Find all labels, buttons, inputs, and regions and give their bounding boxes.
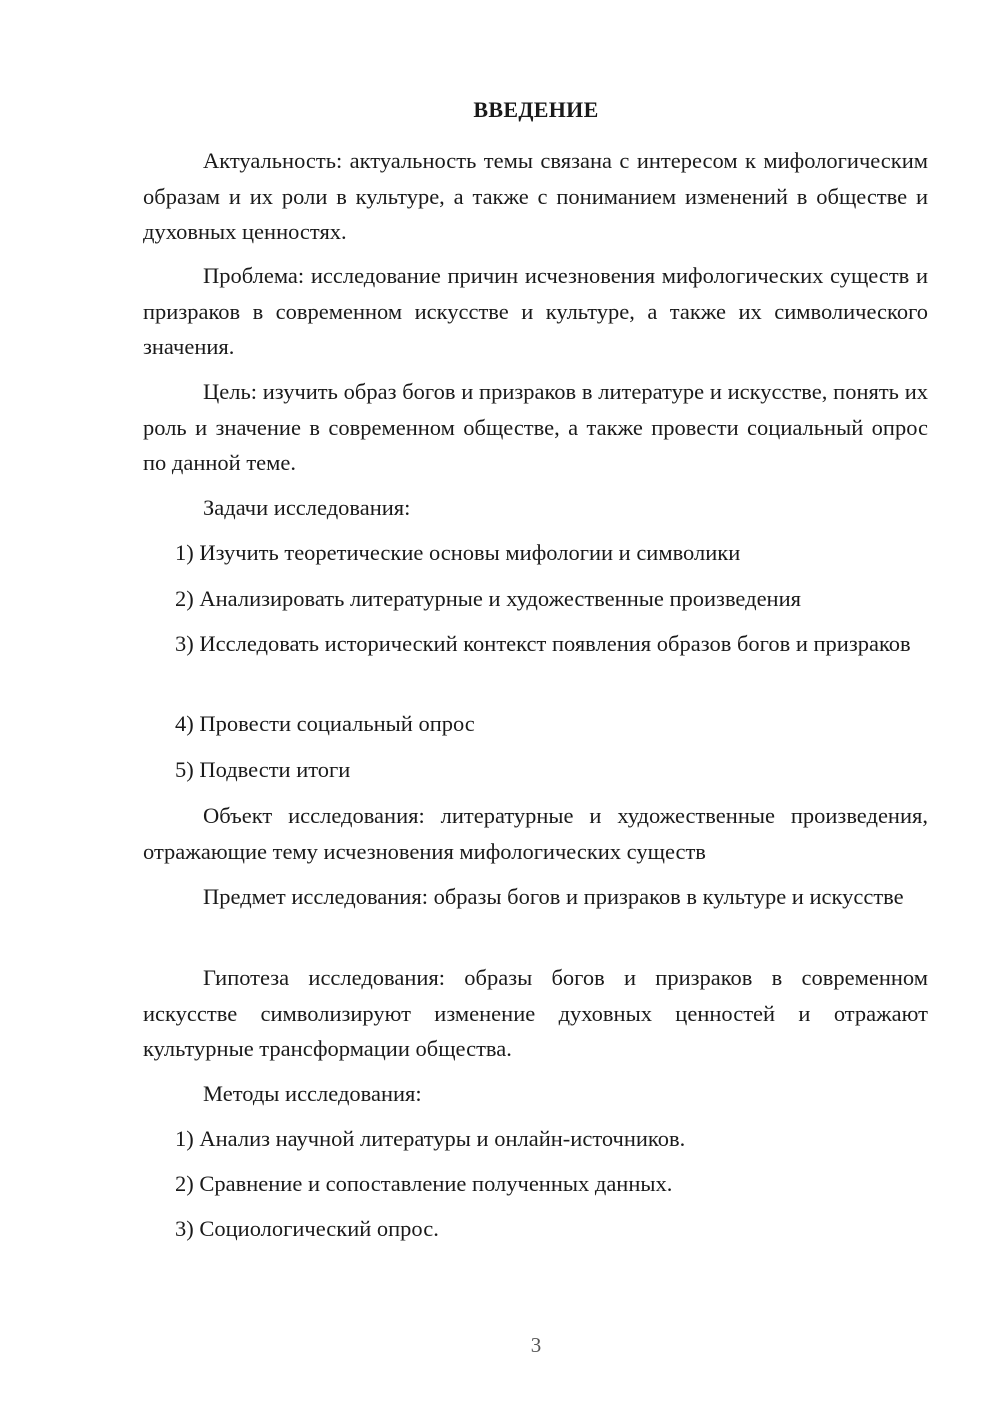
goal-paragraph: Цель: изучить образ богов и призраков в литературе и искусстве, понять их роль и значение в современном обществе, а также провести социальный опрос по данной теме. <box>143 379 928 475</box>
page-title: ВВЕДЕНИЕ <box>473 97 599 122</box>
hypothesis-paragraph: Гипотеза исследования: образы богов и призраков в современном искусстве символизируют изменение духовных ценностей и отражают культурные трансформации общества. <box>143 965 928 1061</box>
subject-paragraph: Предмет исследования: образы богов и призраков в культуре и искусстве <box>203 884 904 909</box>
page-number: 3 <box>530 1333 542 1357</box>
tasks-heading: Задачи исследования: <box>203 495 411 520</box>
relevance-paragraph: Актуальность: актуальность темы связана с интересом к мифологическим образам и их роли в культуре, а также с пониманием изменений в обществе и духовных ценностях. <box>143 148 928 244</box>
task-item: 1) Изучить теоретические основы мифологии и символики <box>175 540 741 565</box>
method-item: 3) Социологический опрос. <box>175 1216 439 1241</box>
task-item: 3) Исследовать исторический контекст появления образов богов и призраков <box>175 631 911 656</box>
method-item: 2) Сравнение и сопоставление полученных данных. <box>175 1171 673 1196</box>
methods-heading: Методы исследования: <box>203 1081 422 1106</box>
object-paragraph: Объект исследования: литературные и художественные произведения, отражающие тему исчезновения мифологических существ <box>143 803 928 864</box>
task-item: 5) Подвести итоги <box>175 757 351 782</box>
task-item: 4) Провести социальный опрос <box>175 711 475 736</box>
task-item: 2) Анализировать литературные и художественные произведения <box>175 586 801 611</box>
method-item: 1) Анализ научной литературы и онлайн-источников. <box>175 1126 686 1151</box>
problem-paragraph: Проблема: исследование причин исчезновения мифологических существ и призраков в современном искусстве и культуре, а также их символического значения. <box>143 263 928 359</box>
